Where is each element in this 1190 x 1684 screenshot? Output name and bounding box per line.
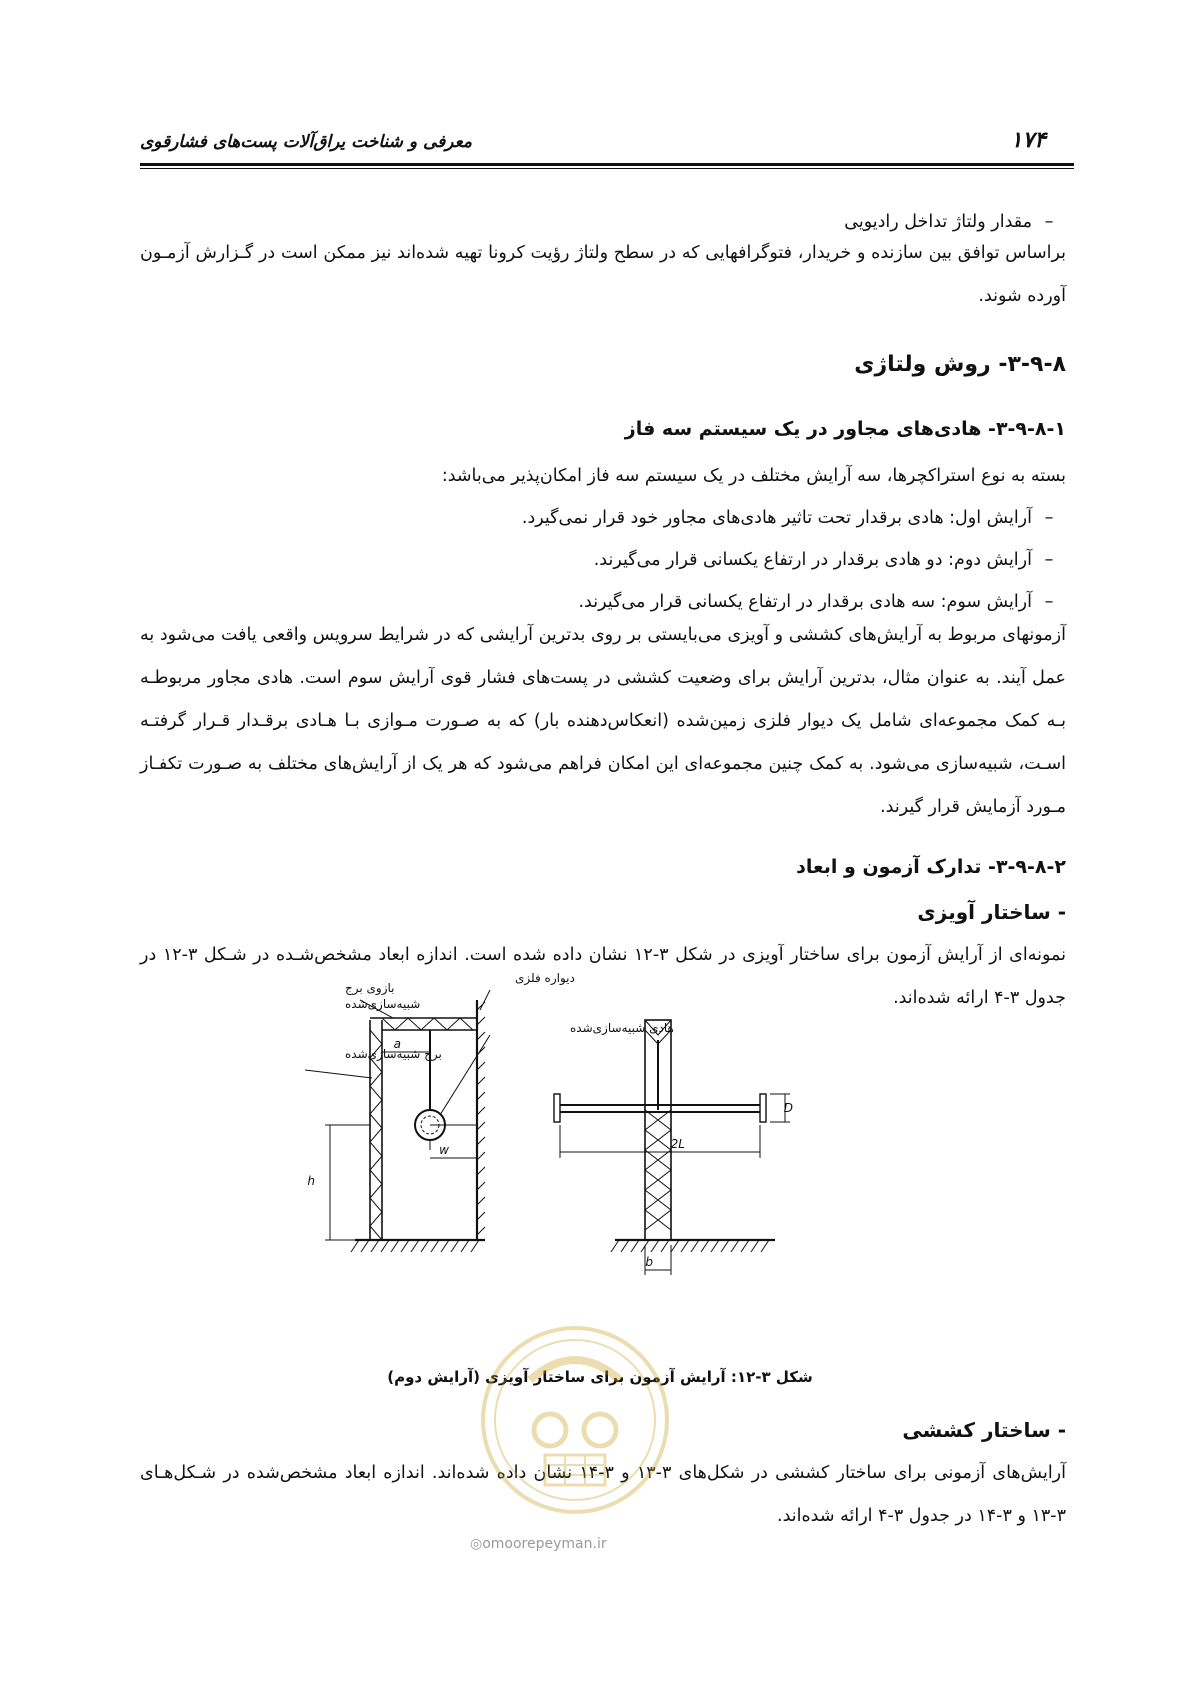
section-heading-voltage-method: ۳-۹-۸- روش ولتاژی <box>854 352 1066 377</box>
label-metal-wall: دیواره فلزی <box>515 971 575 985</box>
label-simulated: شبیه‌سازی‌شده <box>345 997 421 1011</box>
dim-label-b: b <box>645 1255 653 1269</box>
label-simulated-conductor: هادی شبیه‌سازی‌شده <box>570 1021 674 1035</box>
bullet-text: مقدار ولتاژ تداخل رادیویی <box>844 212 1032 232</box>
dim-label-h: h <box>307 1174 315 1188</box>
page-header <box>140 128 1074 168</box>
dim-label-w: w <box>439 1143 449 1157</box>
section-heading-test-preparation: ۳-۹-۸-۲- تدارک آزمون و ابعاد <box>796 856 1066 878</box>
dim-label-2l: 2L <box>670 1137 685 1151</box>
arrangement-item: –آرایش دوم: دو هادی برقدار در ارتفاع یکسانی قرار می‌گیرند. <box>593 550 1054 570</box>
watermark-url: ◎omoorepeyman.ir <box>470 1536 607 1552</box>
bullet-dash: – <box>1044 212 1054 232</box>
dim-label-a: a <box>393 1037 401 1051</box>
section-heading-adjacent-conductors: ۳-۹-۸-۱- هادی‌های مجاور در یک سیستم سه فاز <box>624 418 1066 440</box>
subheading-suspension: - ساختار آویزی <box>917 900 1066 924</box>
book-title: معرفی و شناخت یراق‌آلات پست‌های فشارقوی <box>140 132 472 152</box>
page-number: ۱۷۴ <box>1010 128 1046 153</box>
at-icon: ◎ <box>470 1536 483 1552</box>
figure-caption: شکل ۳-۱۲: آرایش آزمون برای ساختار آویزی (آرایش دوم) <box>387 1368 813 1386</box>
subheading-tension: - ساختار کششی <box>902 1418 1066 1442</box>
dim-label-d: D <box>783 1101 793 1115</box>
header-rule-thin <box>140 168 1074 169</box>
header-rule-thick <box>140 163 1074 166</box>
arrangement-item: –آرایش سوم: سه هادی برقدار در ارتفاع یکسانی قرار می‌گیرند. <box>578 592 1054 612</box>
label-tower-arm: بازوی برج <box>345 981 395 995</box>
bullet-radio-interference <box>844 212 1066 232</box>
paragraph-tests: آزمونهای مربوط به آرایش‌های کششی و آویزی می‌بایستی بر روی بدترین آرایشی که در شرایط سرویس واقعی یافت می‌شود به عمل آیند. به عنوان مثال، بدترین آرایش برای وضعیت کششی در پست‌های فشار قوی آرایش سوم است. هادی مجاور مربوطـه بـه کمک مجموعه‌ای شامل یک دیوار فلزی زمین‌شده (انعکاس‌دهنده بار) که به صـورت مـوازی بـا هـادی برقـدار قـرار گرفتـه اسـت، شبیه‌سازی می‌شود. به کمک چنین مجموعه‌ای این امکان فراهم می‌شود که هر یک از آرایش‌های مختلف به صـورت تکفـاز مـورد آزمایش قرار گیرند. <box>140 625 1066 817</box>
label-simulated-tower: برج شبیه‌سازی‌شده <box>345 1047 442 1061</box>
paragraph-intro: بسته به نوع استراکچرها، سه آرایش مختلف در یک سیستم سه فاز امکان‌پذیر می‌باشد: <box>441 466 1066 486</box>
arrangement-item: –آرایش اول: هادی برقدار تحت تاثیر هادی‌های مجاور خود قرار نمی‌گیرد. <box>521 508 1054 528</box>
paragraph-suspension: نمونه‌ای از آرایش آزمون برای ساختار آویزی در شکل ۳-۱۲ نشان داده شده است. اندازه ابعاد مشخص‌شـده در شـکل ۳-۱۲ در جدول ۳-۴ ارائه شده‌اند. <box>140 945 1067 1008</box>
watermark-seal-logo <box>475 1320 675 1520</box>
paragraph-photos: براساس توافق بین سازنده و خریدار، فتوگرافهایی که در سطح ولتاژ رؤیت کرونا تهیه شده‌اند نیز ممکن است در گـزارش آزمـون آورده شوند. <box>140 243 1066 306</box>
paragraph-tension: آرایش‌های آزمونی برای ساختار کششی در شکل‌های ۳-۱۳ و ۳-۱۴ نشان داده شده‌اند. اندازه ابعاد مشخص‌شده در شـکل‌هـای ۳-۱۳ و ۳-۱۴ در جدول ۳-۴ ارائه شده‌اند. <box>140 1463 1066 1526</box>
